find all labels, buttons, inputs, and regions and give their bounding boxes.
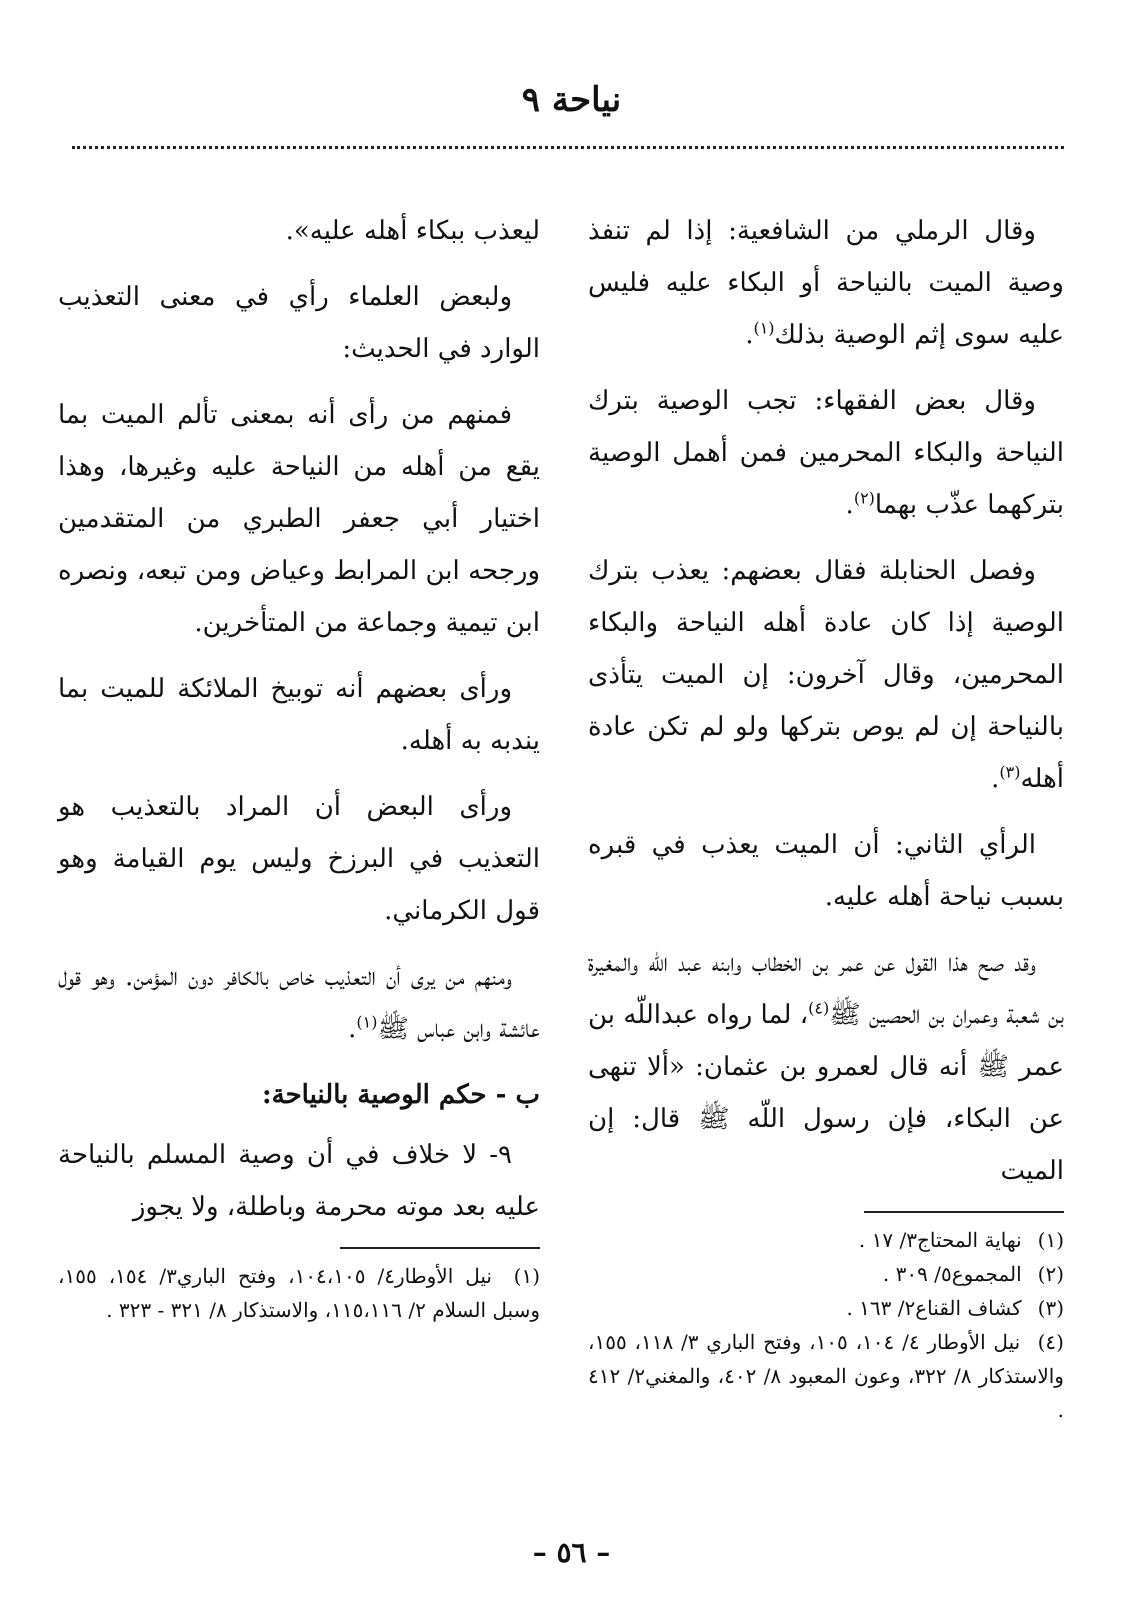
body-paragraph: وفصل الحنابلة فقال بعضهم: يعذب بترك الوصية إذا كان عادة أهله النياحة والبكاء المحرمين، وقال آخرون: إن الميت يتأذى بالنياحة إن لم يوص بتركها ولو لم تكن عادة أهله$^{(٣)}$. (588, 556, 1064, 794)
footnote-divider (340, 1247, 540, 1249)
left-column (58, 205, 540, 1327)
body-paragraph: ٩- لا خلاف في أن وصية المسلم بالنياحة عليه بعد موته محرمة وباطلة، ولا يجوز (58, 1140, 540, 1222)
body-paragraph: وقال الرملي من الشافعية: إذا لم تنفذ وصية الميت بالنياحة أو البكاء عليه فليس عليه سوى إثم الوصية بذلك$^{(١)}$. (588, 216, 1064, 350)
right-column (588, 205, 1064, 1427)
section-subheading: ب - حكم الوصية بالنياحة: (262, 1080, 540, 1110)
footnote-ref: (١) (753, 318, 775, 338)
footnote-ref: (٢) (853, 488, 875, 508)
footnotes (588, 1223, 1064, 1427)
page-title: نياحة ٩ (521, 80, 622, 120)
footnote: (١) نيل الأوطار٤/ ١٠٤،١٠٥، وفتح الباري٣/ ١٥٤، ١٥٥، وسبل السلام ٢/ ١١٥،١١٦، والاستذكار ٨/ ٣٢١ - ٣٢٣ . (58, 1264, 540, 1322)
body-paragraph: ورأى البعض أن المراد بالتعذيب هو التعذيب في البرزخ وليس يوم القيامة وهو قول الكرماني. (58, 792, 540, 926)
footnote-ref: (٤) (808, 998, 830, 1018)
footnotes (58, 1259, 540, 1327)
body-paragraph: فمنهم من رأى أنه بمعنى تألم الميت بما يقع من أهله من النياحة عليه وغيرها، وهذا اختيار أبي جعفر الطبري من المتقدمين ورجحه ابن المرابط وعياض ومن تبعه، ونصره ابن تيمية وجماعة من المتأخرين. (58, 400, 540, 638)
footnote-ref: (٣) (999, 762, 1021, 782)
header-dotted-divider (72, 146, 1064, 149)
body-paragraph: ورأى بعضهم أنه توبيخ الملائكة للميت بما يندبه به أهله. (58, 674, 540, 756)
page-number: – ٥٦ – (532, 1536, 611, 1569)
footnote-ref: (١) (356, 1012, 378, 1032)
body-paragraph: الرأي الثاني: أن الميت يعذب في قبره بسبب نياحة أهله عليه. (588, 830, 1064, 912)
footnote-divider (864, 1211, 1064, 1213)
footnote: (٣) كشاف القناع٢/ ١٦٣ . (846, 1296, 1064, 1320)
footnote: (٤) نيل الأوطار ٤/ ١٠٤، ١٠٥، وفتح الباري ٣/ ١١٨، ١٥٥، والاستذكار ٨/ ٣٢٢، وعون المعبود ٨/ ٤٠٢، والمغني٢/ ٤١٢ . (588, 1330, 1064, 1422)
footnote: (١) نهاية المحتاج٣/ ١٧ . (858, 1228, 1064, 1252)
footnote: (٢) المجموع٥/ ٣٠٩ . (882, 1262, 1064, 1286)
body-paragraph: ومنهم من يرى أن التعذيب خاص بالكافر دون المؤمن. وهو قول عائشة وابن عباس ﷺ$^{(١)}$. (58, 962, 540, 1044)
body-paragraph: ليعذب ببكاء أهله عليه». (285, 216, 540, 246)
body-paragraph: وقال بعض الفقهاء: تجب الوصية بترك النياحة والبكاء المحرمين فمن أهمل الوصية بتركهما عذّب بهما$^{(٢)}$. (588, 386, 1064, 520)
body-paragraph: ولبعض العلماء رأي في معنى التعذيب الوارد في الحديث: (58, 282, 540, 364)
body-paragraph: وقد صح هذا القول عن عمر بن الخطاب وابنه عبد اللّه والمغيرة بن شعبة وعمران بن الحصين ﷺ$^{(٤)}$، لما رواه عبداللّه بن عمر ﷺ أنه قال لعمرو بن عثمان: «ألا تنهى عن البكاء، فإن رسول اللّه ﷺ قال: إن الميت (588, 948, 1064, 1186)
